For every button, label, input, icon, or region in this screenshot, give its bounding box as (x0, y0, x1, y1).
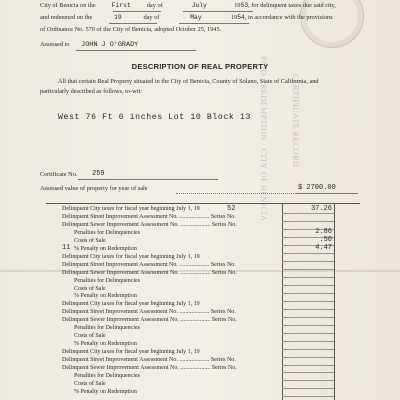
sale-line-prefix: City of Benicia on the (40, 2, 96, 9)
tax-row-label: Delinquent City taxes for fiscal year beginning July 1, 19 (62, 301, 200, 308)
sale-year-prefix: 19 (234, 2, 241, 9)
assessed-to-label: Assessed to (40, 41, 70, 48)
assessed-to-name: JOHN J O'GRADY (81, 41, 139, 49)
tax-row-rule (282, 341, 334, 342)
tax-row-rule (282, 269, 334, 270)
tax-row-rule (282, 325, 334, 326)
tax-row-label: Costs of Sale (74, 285, 106, 292)
tax-row-label: Delinquent Street Improvement Assessment No. .................... Series No. (62, 309, 236, 316)
tax-row-rule (282, 365, 334, 366)
tax-row-label: Costs of Sale (74, 380, 106, 387)
tax-row-rule (282, 357, 334, 358)
tax-row-label: Delinquent City taxes for fiscal year beginning July 1, 19 (62, 253, 200, 260)
tax-row-rule (282, 380, 334, 381)
redeem-line (40, 14, 333, 21)
tax-row-rule (282, 349, 334, 350)
tax-row-label: Costs of Sale (74, 333, 106, 340)
redeem-day-of: day of (143, 14, 160, 21)
assessed-value-label: Assessed value of property for year of sale (40, 185, 148, 192)
tax-row-rule (282, 261, 334, 262)
tax-row-label: % Penalty on Redemption (74, 293, 137, 300)
tax-row-label: Delinquent Street Improvement Assessment No. .................... Series No. (62, 213, 236, 220)
tax-row-label: % Penalty on Redemption (74, 341, 137, 348)
tax-row-label: Delinquent City taxes for fiscal year beginning July 1, 19 (62, 206, 200, 212)
tax-row-label: Delinquent Street Improvement Assessment No. .................... Series No. (62, 261, 236, 268)
tax-row-label: Penalties for Delinquencies (74, 325, 140, 332)
redeem-month: May (190, 14, 202, 21)
tax-row-rule (282, 285, 334, 286)
sale-month: July (191, 2, 207, 9)
tax-row-amount: 2.86 (315, 228, 332, 237)
sale-day: First (111, 2, 131, 9)
assessed-value-amount: $ 2700.00 (298, 184, 336, 192)
sale-year: 53 (240, 2, 249, 9)
tax-row-amount: 37.26 (310, 204, 332, 213)
bleed-through-text: PAID · REDEMPTION · CITY OF BENICIA (259, 56, 268, 222)
tax-row-rule (282, 317, 334, 318)
tax-row-label: Penalties for Delinquencies (74, 277, 140, 284)
ordinance-line: of Ordinance No. 570 of the City of Benicia, adopted October 25, 1945. (40, 26, 222, 33)
redeem-year: 54 (237, 14, 245, 21)
tax-row-amount: .50 (319, 236, 332, 245)
tax-row-label: Delinquent Sewer Improvement Assessment No. .................... Series No. (62, 221, 237, 228)
tax-row-rule (282, 309, 334, 310)
property-description: West 76 Ft 6 inches Lot 10 Block 13 (58, 113, 251, 122)
tax-row-label: Costs of Sale (74, 237, 106, 244)
tax-row-typed: 52 (227, 204, 236, 213)
sale-line-suffix: , for delinquent taxes due said city, (248, 2, 336, 9)
tax-row-label: Penalties for Delinquencies (74, 229, 140, 236)
tax-row-label: Delinquent Sewer Improvement Assessment No. .................... Series No. (62, 317, 237, 324)
tax-row-rule (282, 388, 334, 389)
tax-row-label: Delinquent City taxes for fiscal year beginning July 1, 19 (62, 349, 200, 356)
redeem-day: 19 (114, 14, 122, 21)
sale-line (40, 2, 336, 9)
tax-row-label: % Penalty on Redemption (74, 388, 137, 395)
tax-row-rule (282, 213, 334, 214)
sale-day-of: day of (146, 2, 163, 9)
certificate-number: 259 (92, 170, 105, 178)
intro-line-1: All that certain Real Property situated in the City of Benicia, County of Solano, State of California, and (58, 78, 319, 85)
assessed-to-line (40, 41, 138, 49)
tax-row-rule (282, 372, 334, 373)
intro-line-2: particularly described as follows, to-wit: (40, 88, 142, 95)
tax-row-label: Delinquent Street Improvement Assessment No. .................... Series No. (62, 357, 236, 364)
redeem-line-prefix: and redeemed on the (40, 14, 93, 21)
tax-row-rule (282, 396, 334, 397)
tax-row-rule (282, 293, 334, 294)
tax-row-typed: 11 (62, 244, 71, 253)
section-title: DESCRIPTION OF REAL PROPERTY (131, 62, 269, 71)
bleed-through-text: CERTIFICATE RECORD (291, 74, 300, 168)
tax-row-label: % Penalty on Redemption (74, 245, 137, 252)
tax-row-label: Penalties for Delinquencies (74, 372, 140, 379)
tax-row-rule (282, 253, 334, 254)
tax-row-amount: 4.47 (315, 244, 332, 253)
tax-row-rule (282, 301, 334, 302)
tax-row-rule (282, 277, 334, 278)
tax-row-rule (282, 333, 334, 334)
redeem-year-prefix: 19 (230, 14, 238, 21)
tax-row-label: Delinquent Sewer Improvement Assessment No. .................... Series No. (62, 269, 237, 276)
certificate-label: Certificate No. (40, 171, 78, 178)
tax-row-label: Delinquent Sewer Improvement Assessment No. .................... Series No. (62, 365, 237, 371)
tax-row-rule (282, 221, 334, 222)
table-divider (334, 203, 335, 400)
redeem-line-suffix: , in accordance with the provisions (244, 14, 333, 21)
